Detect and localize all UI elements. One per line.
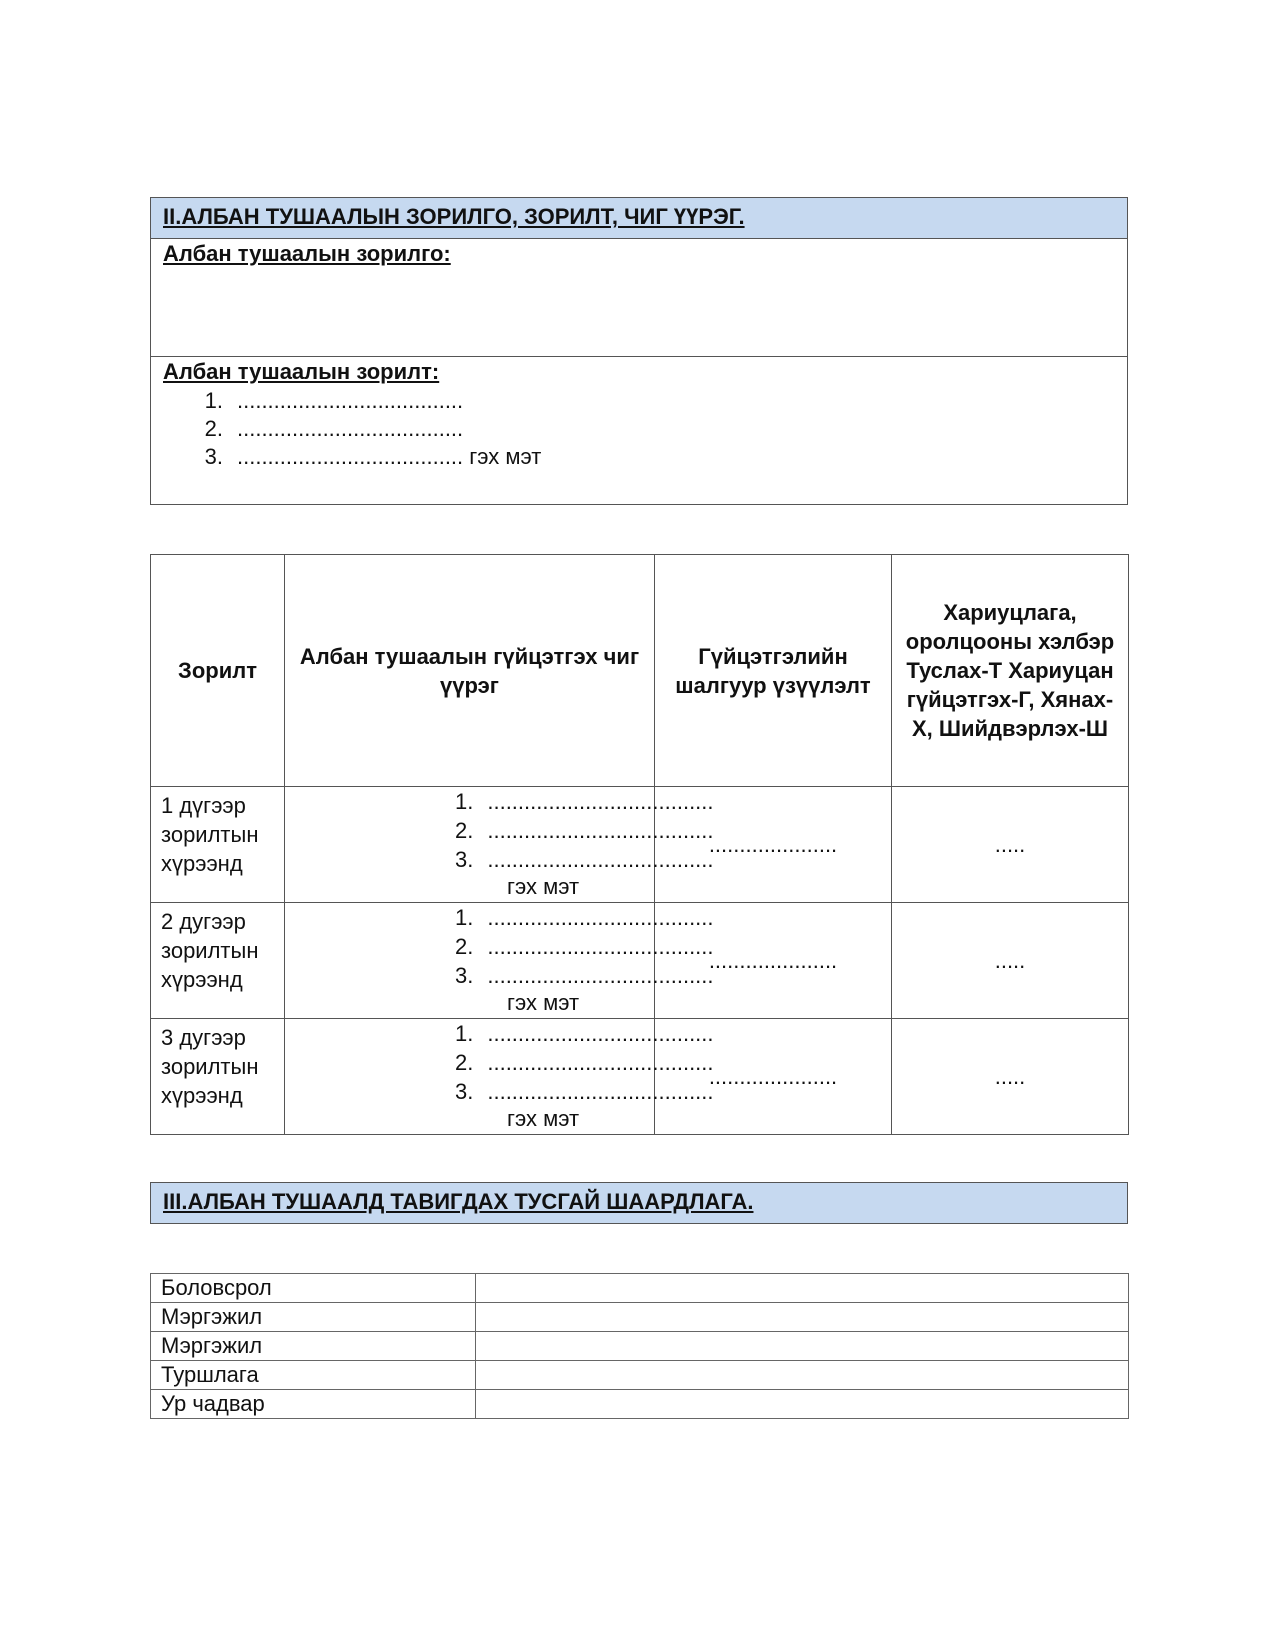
duties-cell (285, 903, 714, 1019)
section3-table (150, 1182, 1128, 1224)
duties-cell (285, 1019, 714, 1135)
section2-table (150, 197, 1128, 505)
duty-item: 3. ..................................... (455, 847, 714, 872)
criteria-cell: ..................... (655, 903, 892, 1019)
row-label: 1 дүгээр зорилтын хүрээнд (151, 787, 285, 903)
duty-item: 2. ..................................... (455, 1050, 714, 1075)
header-responsibility: Хариуцлага, оролцооны хэлбэр Туслах-Т Хариуцан гүйцэтгэх-Г, Хянах-Х, Шийдвэрлэх-Ш (892, 555, 1129, 787)
objectives-cell (151, 357, 1128, 505)
duties-table (150, 554, 1129, 1135)
requirements-table (150, 1273, 1129, 1419)
requirement-row (151, 1390, 1129, 1419)
duty-suffix: гэх мэт (507, 990, 580, 1015)
duty-row (151, 903, 1129, 1019)
duty-item: 2. ..................................... (455, 934, 714, 959)
duty-row (151, 787, 1129, 903)
duty-item: 3. ..................................... (455, 1079, 714, 1104)
duty-item: 1. ..................................... (455, 905, 714, 930)
objective-item: 2. ..................................... (204, 416, 464, 441)
requirement-value (476, 1274, 1129, 1303)
row-label: 2 дугээр зорилтын хүрээнд (151, 903, 285, 1019)
objectives-label: Албан тушаалын зорилт: (163, 359, 440, 384)
requirement-row (151, 1303, 1129, 1332)
requirement-row (151, 1332, 1129, 1361)
requirement-label: Ур чадвар (151, 1390, 476, 1419)
responsibility-cell: ..... (892, 787, 1129, 903)
requirement-label: Туршлага (151, 1361, 476, 1390)
header-duties: Албан тушаалын гүйцэтгэх чиг үүрэг (285, 555, 655, 787)
row-label: 3 дугээр зорилтын хүрээнд (151, 1019, 285, 1135)
requirement-label: Мэргэжил (151, 1303, 476, 1332)
header-criteria: Гүйцэтгэлийн шалгуур үзүүлэлт (655, 555, 892, 787)
objectives-list (151, 387, 1127, 471)
duty-item: 1. ..................................... (455, 789, 714, 814)
requirement-label: Мэргэжил (151, 1332, 476, 1361)
requirement-row (151, 1361, 1129, 1390)
objective-item: 3. ..................................... гэх мэт (204, 444, 542, 469)
purpose-cell (151, 239, 1128, 357)
requirement-value (476, 1390, 1129, 1419)
duties-cell (285, 787, 714, 903)
duty-item: 1. ..................................... (455, 1021, 714, 1046)
section2-title-cell (151, 198, 1128, 239)
criteria-cell: ..................... (655, 1019, 892, 1135)
duty-suffix: гэх мэт (507, 874, 580, 899)
requirement-value (476, 1303, 1129, 1332)
requirement-row (151, 1274, 1129, 1303)
section2-title: II.АЛБАН ТУШААЛЫН ЗОРИЛГО, ЗОРИЛТ, ЧИГ ҮҮРЭГ. (151, 198, 1127, 238)
section3-title: III.АЛБАН ТУШААЛД ТАВИГДАХ ТУСГАЙ ШААРДЛАГА. (151, 1183, 1127, 1223)
criteria-cell: ..................... (655, 787, 892, 903)
requirement-value (476, 1361, 1129, 1390)
duty-item: 2. ..................................... (455, 818, 714, 843)
responsibility-cell: ..... (892, 1019, 1129, 1135)
responsibility-cell: ..... (892, 903, 1129, 1019)
duty-row (151, 1019, 1129, 1135)
duty-item: 3. ..................................... (455, 963, 714, 988)
purpose-label: Албан тушаалын зорилго: (163, 241, 451, 266)
section3-title-cell (151, 1183, 1128, 1224)
duty-suffix: гэх мэт (507, 1106, 580, 1131)
header-objective: Зорилт (151, 555, 285, 787)
objective-item: 1. ..................................... (204, 388, 464, 413)
requirement-label: Боловсрол (151, 1274, 476, 1303)
requirement-value (476, 1332, 1129, 1361)
